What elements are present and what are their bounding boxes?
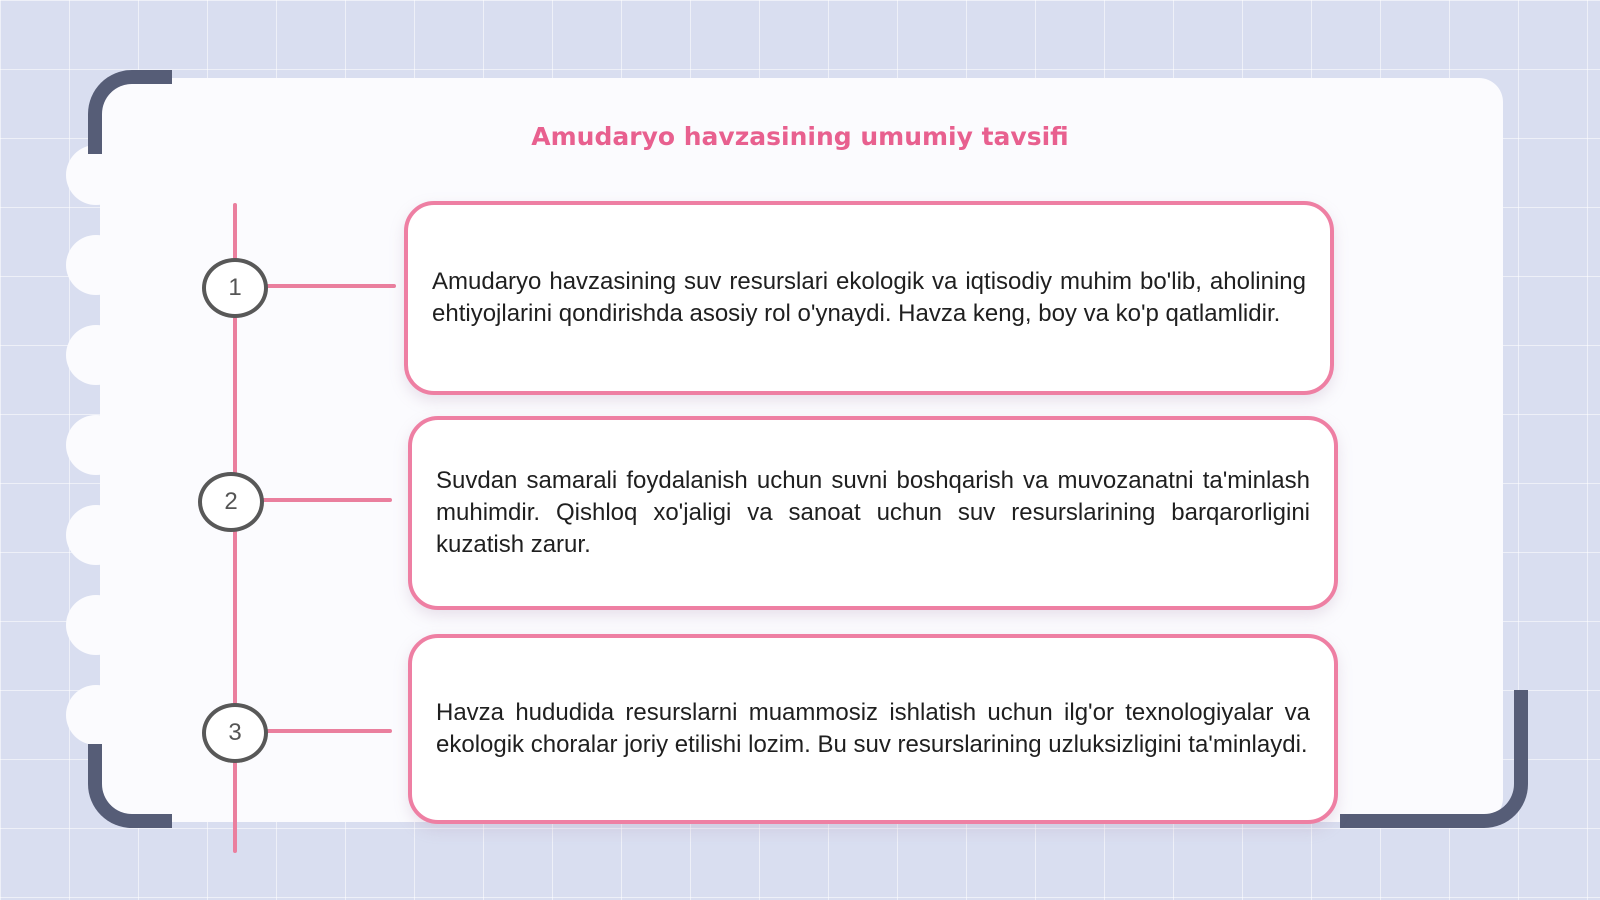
timeline-connector <box>262 498 392 502</box>
step-number-1: 1 <box>202 258 268 318</box>
scallop-decoration <box>66 235 126 295</box>
slide-title: Amudaryo havzasining umumiy tavsifi <box>531 122 1069 151</box>
step-number-2: 2 <box>198 472 264 532</box>
info-box-1 <box>404 201 1334 395</box>
timeline-connector <box>264 729 392 733</box>
corner-bracket-bottom-right <box>1340 690 1528 828</box>
scallop-decoration <box>66 145 126 205</box>
scallop-decoration <box>66 325 126 385</box>
corner-bracket-bottom-left <box>88 744 172 828</box>
timeline-connector <box>264 284 396 288</box>
info-text-3: Havza hududida resurslarni muammosiz ishlatish uchun ilg'or texnologiyalar va ekologik choralar joriy etilishi lozim. Bu suv resurslarining uzluksizligini ta'minlaydi. <box>436 699 1310 758</box>
scallop-decoration <box>66 595 126 655</box>
info-text-1: Amudaryo havzasining suv resurslari ekologik va iqtisodiy muhim bo'lib, aholining ehtiyojlarini qondirishda asosiy rol o'ynaydi. Havza keng, boy va ko'p qatlamlidir. <box>432 268 1306 327</box>
scallop-decoration <box>66 415 126 475</box>
scallop-decoration <box>66 685 126 745</box>
scallop-decoration <box>66 505 126 565</box>
info-text-2: Suvdan samarali foydalanish uchun suvni boshqarish va muvozanatni ta'minlash muhimdir. Qishloq xo'jaligi va sanoat uchun suv resurslarining barqarorligini kuzatish zarur. <box>436 467 1310 558</box>
info-box-3 <box>408 634 1338 824</box>
step-number-3: 3 <box>202 703 268 763</box>
info-box-2 <box>408 416 1338 610</box>
